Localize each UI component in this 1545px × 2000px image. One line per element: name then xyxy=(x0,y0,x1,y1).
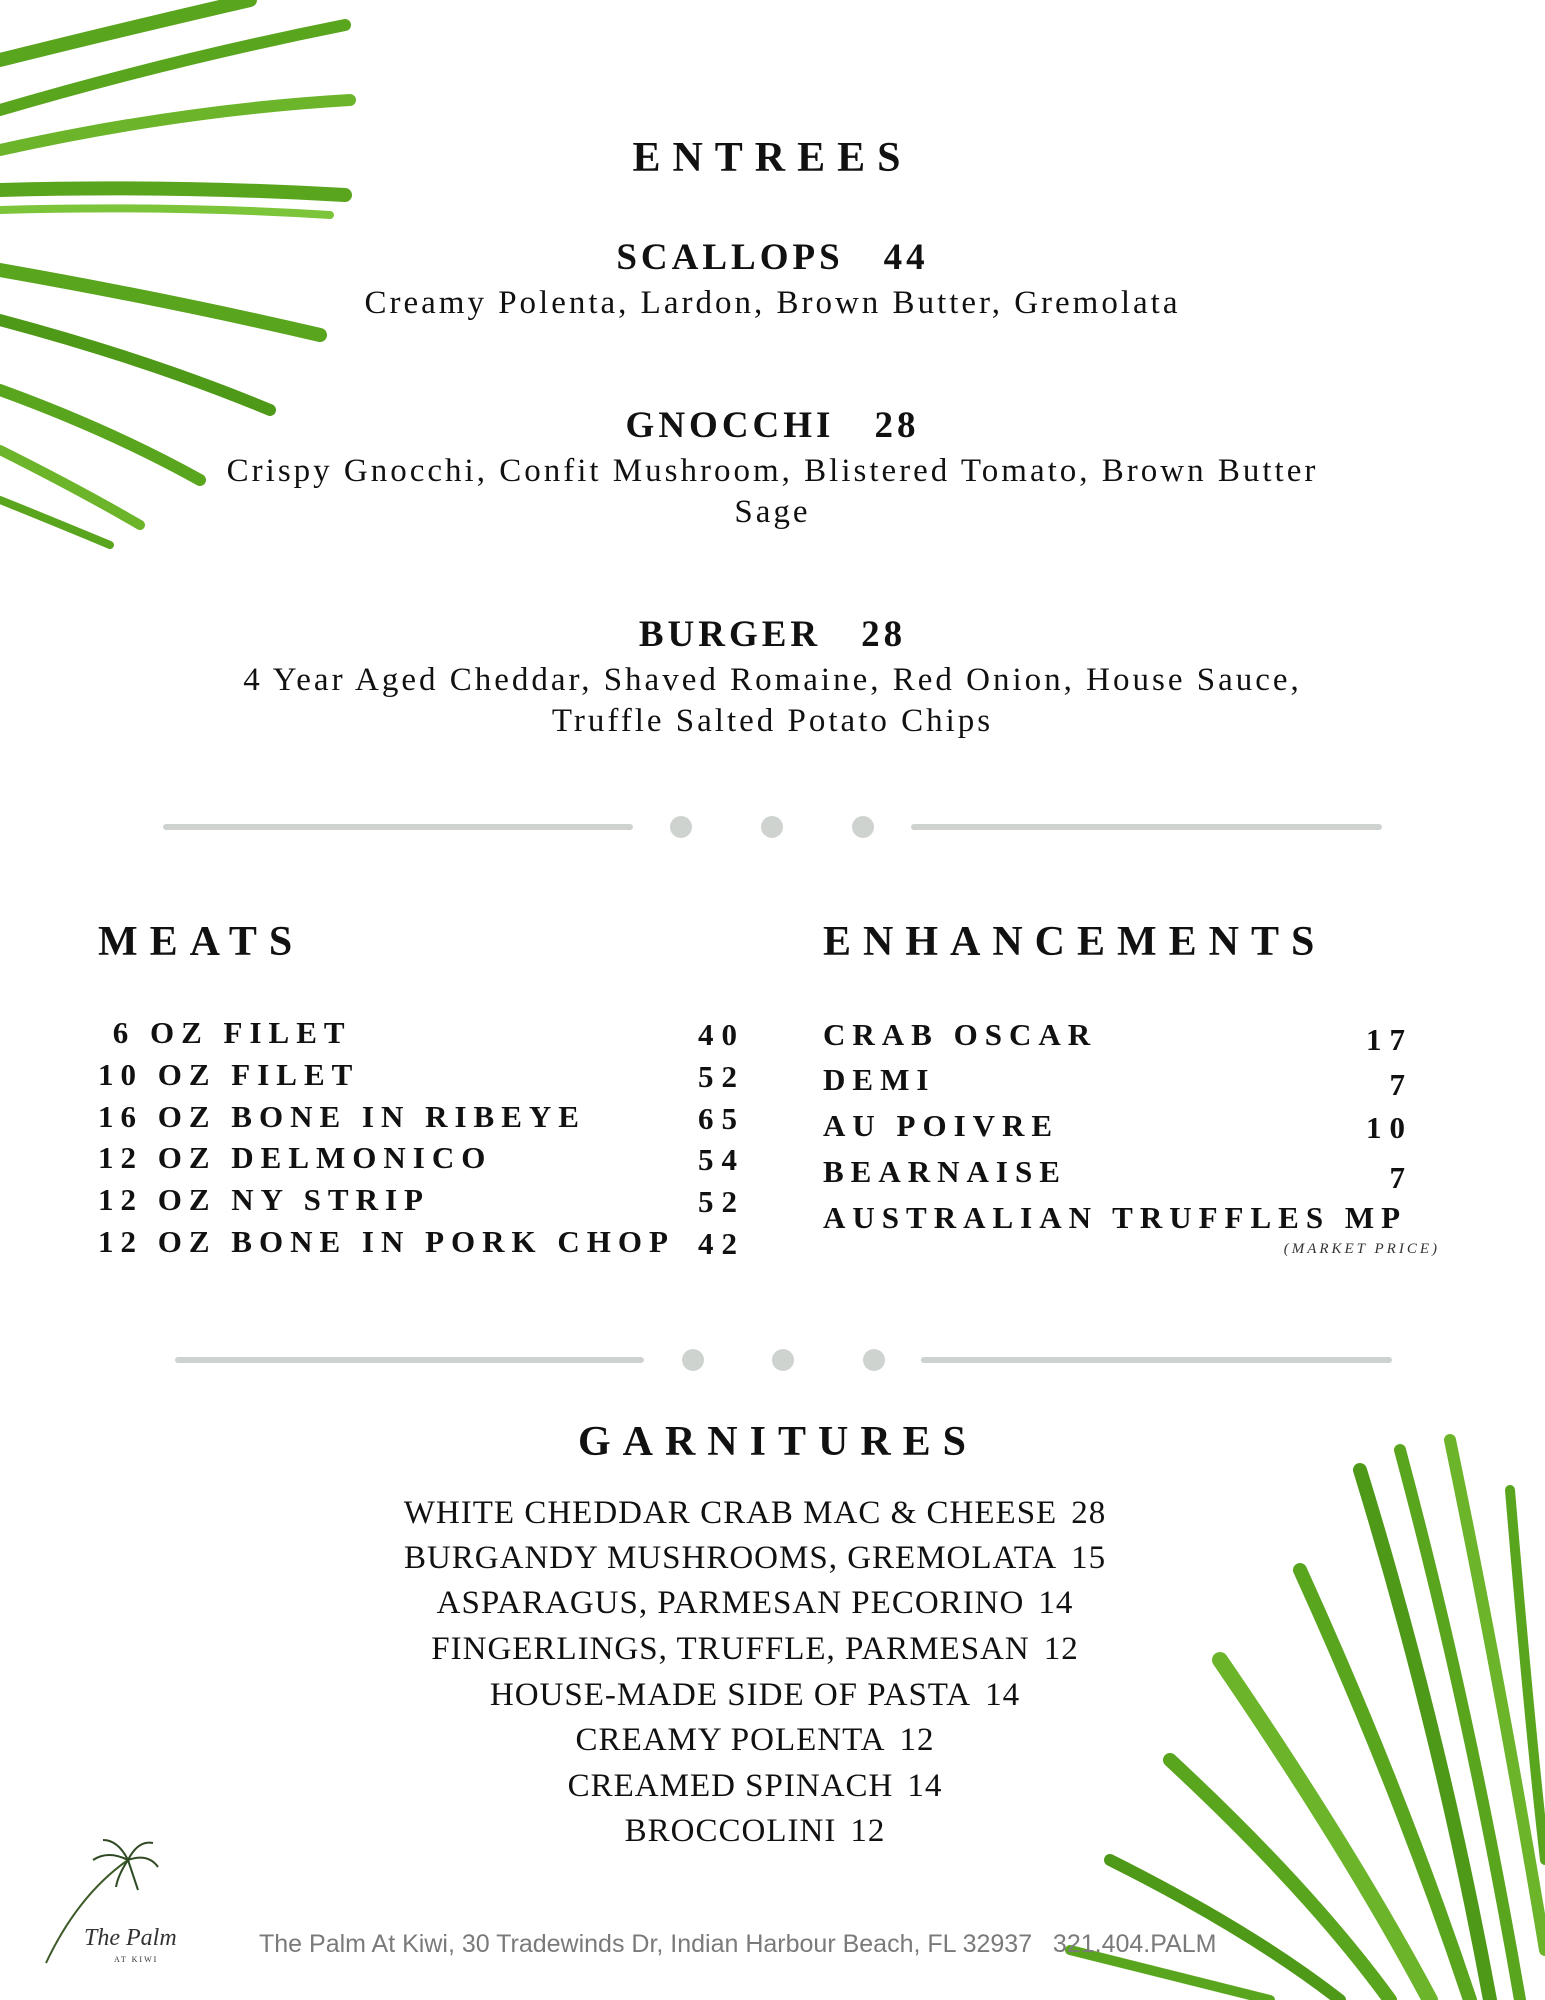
meat-item: 12 OZ BONE IN PORK CHOP xyxy=(98,1224,675,1259)
dish-description: 4 Year Aged Cheddar, Shaved Romaine, Red Onion, House Sauce, xyxy=(243,662,1302,698)
garniture-name: BROCCOLINI xyxy=(624,1813,837,1849)
meat-item: 12 OZ DELMONICO xyxy=(98,1140,493,1175)
dish-name: BURGER xyxy=(638,614,822,655)
dish-price: 28 xyxy=(861,614,907,655)
dish-burger xyxy=(0,613,1545,656)
garniture-name: BURGANDY MUSHROOMS, GREMOLATA xyxy=(403,1540,1058,1576)
meat-price: 52 xyxy=(698,1184,745,1219)
dish-name: GNOCCHI xyxy=(625,405,835,446)
meat-price: 42 xyxy=(698,1226,745,1261)
enhancement-item: AU POIVRE xyxy=(823,1108,1060,1143)
dish-scallops xyxy=(0,236,1545,279)
dish-price: 44 xyxy=(883,237,929,278)
garniture-price: 12 xyxy=(1043,1631,1079,1667)
garniture-item xyxy=(0,1495,1510,1532)
footer-address: The Palm At Kiwi, 30 Tradewinds Dr, Indian Harbour Beach, FL 32937 321.404.PALM xyxy=(259,1930,1217,1958)
dish-description: Sage xyxy=(734,494,811,530)
meat-item: 16 OZ BONE IN RIBEYE xyxy=(98,1099,586,1134)
entrees-title: ENTREES xyxy=(632,135,913,181)
enhancement-item: BEARNAISE xyxy=(823,1154,1067,1189)
garniture-price: 15 xyxy=(1071,1540,1107,1576)
logo xyxy=(38,1835,228,1965)
meat-price: 65 xyxy=(698,1101,745,1136)
dish-name: SCALLOPS xyxy=(616,237,844,278)
meat-price: 52 xyxy=(698,1059,745,1094)
garniture-item xyxy=(0,1631,1510,1668)
garniture-price: 12 xyxy=(850,1813,886,1849)
dish-description: Crispy Gnocchi, Confit Mushroom, Blistered Tomato, Brown Butter xyxy=(226,453,1319,489)
garniture-name: CREAMY POLENTA xyxy=(575,1722,886,1758)
garniture-item xyxy=(0,1722,1510,1759)
logo-subtitle: AT KIWI xyxy=(114,1955,159,1964)
enhancement-item: CRAB OSCAR xyxy=(823,1017,1098,1052)
enhancement-item: DEMI xyxy=(823,1062,936,1097)
garniture-price: 28 xyxy=(1071,1495,1107,1531)
dish-price: 28 xyxy=(874,405,920,446)
garniture-price: 14 xyxy=(907,1768,943,1804)
garniture-name: ASPARAGUS, PARMESAN PECORINO xyxy=(436,1585,1025,1621)
garniture-name: HOUSE-MADE SIDE OF PASTA xyxy=(489,1677,972,1713)
market-price-note: (MARKET PRICE) xyxy=(1283,1241,1440,1257)
meat-price: 40 xyxy=(698,1017,745,1052)
garniture-item xyxy=(0,1768,1510,1805)
logo-name: The Palm xyxy=(84,1925,177,1951)
enhancement-price: 17 xyxy=(1366,1022,1413,1057)
garniture-item xyxy=(0,1540,1510,1577)
garniture-item xyxy=(0,1585,1510,1622)
dish-gnocchi xyxy=(0,404,1545,447)
enhancement-price: 7 xyxy=(1389,1160,1413,1195)
meat-item: 12 OZ NY STRIP xyxy=(98,1182,430,1217)
garniture-name: WHITE CHEDDAR CRAB MAC & CHEESE xyxy=(403,1495,1058,1531)
enhancements-title: ENHANCEMENTS xyxy=(823,919,1327,965)
dish-description: Creamy Polenta, Lardon, Brown Butter, Gremolata xyxy=(364,285,1181,321)
enhancement-price: 7 xyxy=(1389,1067,1413,1102)
garniture-price: 12 xyxy=(899,1722,935,1758)
meats-title: MEATS xyxy=(98,919,305,965)
meat-price: 54 xyxy=(698,1142,745,1177)
garniture-price: 14 xyxy=(1038,1585,1074,1621)
meat-item: 10 OZ FILET xyxy=(98,1057,360,1092)
enhancement-item: AUSTRALIAN TRUFFLES MP xyxy=(823,1200,1408,1235)
garnitures-title: GARNITURES xyxy=(577,1419,979,1465)
enhancement-price: 10 xyxy=(1366,1110,1413,1145)
meat-item: 6 OZ FILET xyxy=(98,1015,352,1050)
garniture-name: FINGERLINGS, TRUFFLE, PARMESAN xyxy=(431,1631,1030,1667)
garniture-item xyxy=(0,1677,1510,1714)
garniture-price: 14 xyxy=(985,1677,1021,1713)
garniture-name: CREAMED SPINACH xyxy=(567,1768,894,1804)
dish-description: Truffle Salted Potato Chips xyxy=(551,703,994,739)
